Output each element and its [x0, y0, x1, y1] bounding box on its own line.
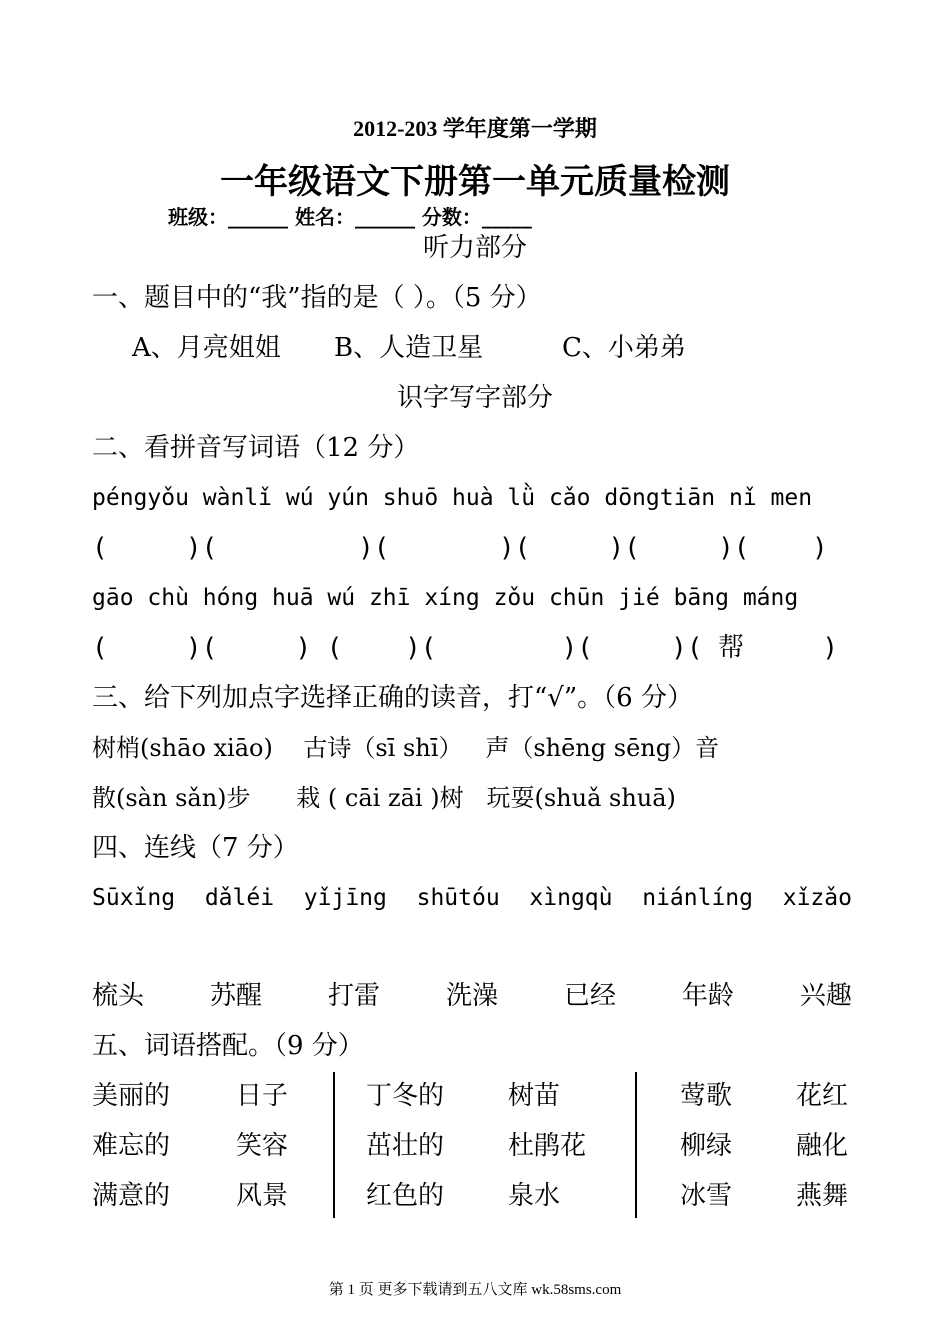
answer-blanks-row-1: ( )( )( )( )( )( ) — [92, 533, 828, 563]
q5-cell: 风景 — [236, 1181, 289, 1211]
q5-cell: 莺歌 — [680, 1081, 733, 1111]
page-title: 一年级语文下册第一单元质量检测 — [220, 162, 730, 202]
q5-cell: 泉水 — [508, 1181, 561, 1211]
q5-cell: 杜鹃花 — [508, 1131, 587, 1161]
q5-cell: 树苗 — [508, 1081, 561, 1111]
question-3: 三、给下列加点字选择正确的读音，打“√”。（6 分） — [92, 683, 693, 713]
q5-cell: 花红 — [796, 1081, 849, 1111]
q4-pinyin-item: xǐzǎo — [782, 885, 852, 911]
q5-cell: 茁壮的 — [366, 1131, 445, 1161]
q5-cell: 难忘的 — [92, 1131, 171, 1161]
divider-line — [635, 1072, 637, 1218]
q4-word-item: 洗澡 — [445, 981, 498, 1011]
q4-pinyin-item: niánlíng — [642, 885, 753, 911]
question-4: 四、连线（7 分） — [92, 833, 299, 863]
q5-cell: 满意的 — [92, 1181, 171, 1211]
q1-option-b: B、人造卫星 — [334, 333, 484, 363]
q4-word-item: 已经 — [563, 981, 616, 1011]
school-year: 2012-203 学年度第一学期 — [353, 116, 597, 141]
student-info: 班级：______ 姓名：______ 分数：_____ — [168, 205, 532, 229]
q4-word-item: 打雷 — [327, 981, 380, 1011]
pinyin-row-1: péngyǒu wànlǐ wú yún shuō huà lǜ cǎo dōngtiān nǐ men — [92, 485, 813, 511]
q4-pinyin-item: Sūxǐng — [92, 885, 176, 911]
q4-pinyin-item: shūtóu — [416, 885, 500, 911]
question-5: 五、词语搭配。（9 分） — [92, 1031, 364, 1061]
q5-cell: 笑容 — [236, 1131, 289, 1161]
divider-line — [333, 1072, 335, 1218]
q1-option-a: A、月亮姐姐 — [132, 333, 281, 363]
q5-cell: 燕舞 — [796, 1181, 849, 1211]
q4-pinyin-item: xìngqù — [529, 885, 613, 911]
q4-pinyin-row — [92, 882, 852, 914]
q5-cell: 日子 — [236, 1081, 289, 1111]
q5-cell: 红色的 — [366, 1181, 445, 1211]
q5-cell: 融化 — [796, 1131, 849, 1161]
q5-cell: 美丽的 — [92, 1081, 171, 1111]
q3-line-1: 树梢(shāo xiāo) 古诗（sī shī） 声（shēng sēng）音 — [92, 734, 720, 762]
q4-word-item: 年龄 — [681, 981, 734, 1011]
q4-word-item: 苏醒 — [209, 981, 262, 1011]
q1-option-c: C、小弟弟 — [562, 333, 686, 363]
listening-heading: 听力部分 — [422, 233, 527, 263]
q5-cell: 丁冬的 — [366, 1081, 445, 1111]
q4-word-item: 梳头 — [92, 981, 145, 1011]
q4-word-row — [92, 980, 852, 1012]
q4-pinyin-item: yǐjīng — [303, 885, 387, 911]
literacy-heading: 识字写字部分 — [396, 383, 553, 413]
answer-blanks-row-2: ( )( ) ( )( )( )( 帮 ) — [92, 633, 839, 663]
q5-cell: 柳绿 — [680, 1131, 733, 1161]
pinyin-row-2: gāo chù hóng huā wú zhī xíng zǒu chūn jié bāng máng — [92, 585, 799, 611]
q4-word-item: 兴趣 — [799, 981, 852, 1011]
question-2: 二、看拼音写词语（12 分） — [92, 433, 420, 463]
q3-line-2: 散(sàn sǎn)步 栽 ( cāi zāi )树 玩耍(shuǎ shuā) — [92, 784, 676, 812]
page-footer: 第 1 页 更多下载请到五八文库 wk.58sms.com — [328, 1282, 622, 1298]
q4-pinyin-item: dǎléi — [204, 885, 275, 911]
q5-cell: 冰雪 — [680, 1181, 733, 1211]
question-1: 一、题目中的“我”指的是（ ）。（5 分） — [92, 283, 542, 313]
